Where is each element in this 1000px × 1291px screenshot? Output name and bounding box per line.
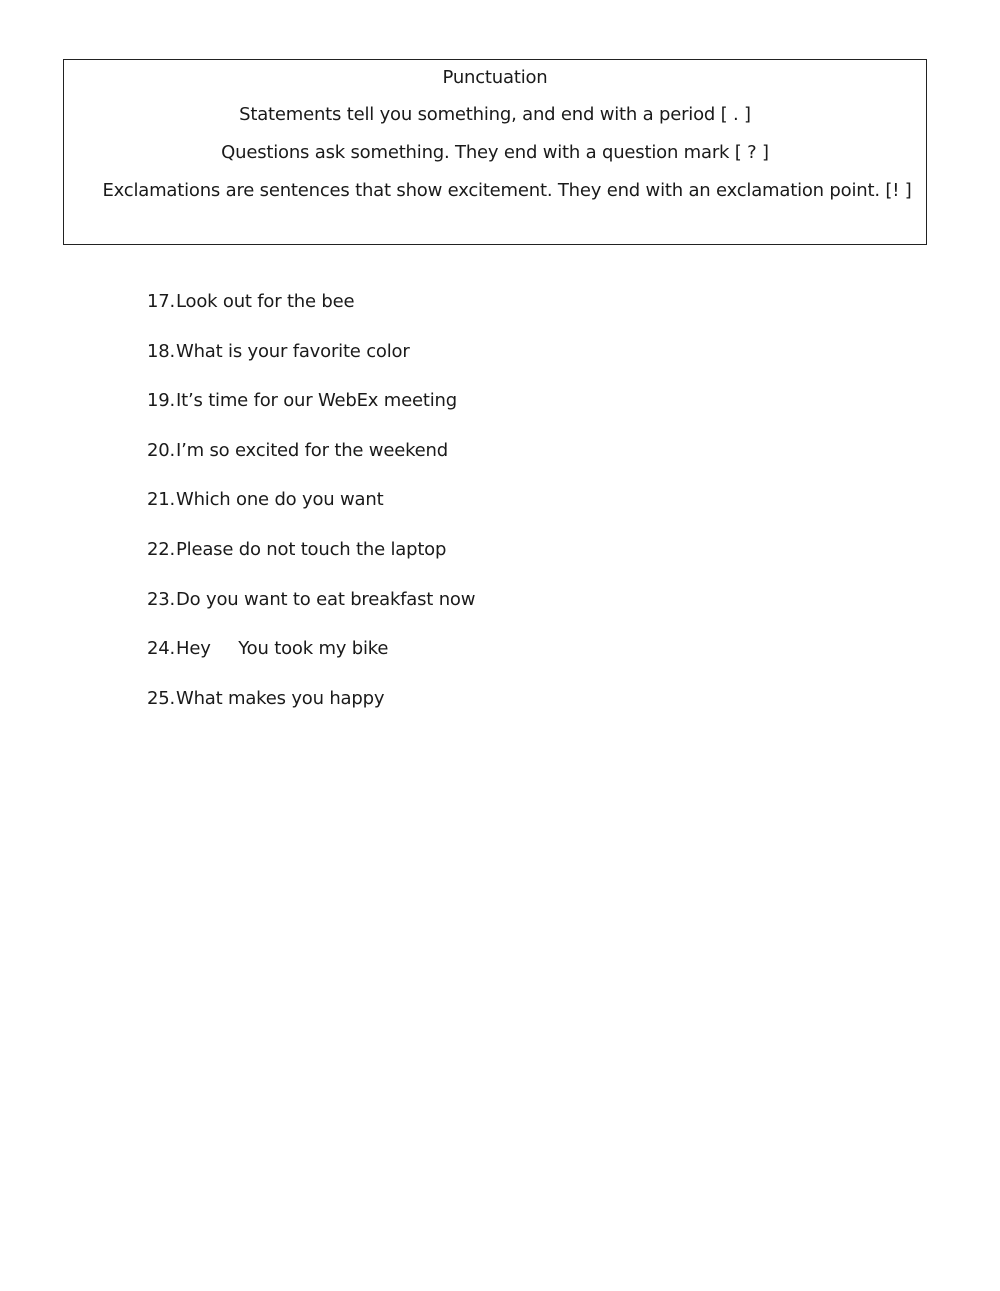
- exercise-list: [147, 291, 475, 737]
- exercise-item: [147, 390, 475, 440]
- item-sentence: Look out for the bee: [176, 291, 355, 312]
- exercise-item: [147, 341, 475, 391]
- exercise-item: [147, 489, 475, 539]
- item-sentence: Which one do you want: [176, 489, 384, 511]
- item-number: 19.: [147, 390, 176, 412]
- rule-questions: Questions ask something. They end with a question mark [ ? ]: [221, 142, 769, 163]
- item-number: 21.: [147, 489, 176, 511]
- item-sentence: Do you want to eat breakfast now: [176, 588, 476, 610]
- item-sentence: I’m so excited for the weekend: [176, 439, 448, 461]
- rule-exclamations: Exclamations are sentences that show excitement. They end with an exclamation point. [! ]: [102, 180, 912, 201]
- item-number: 18.: [147, 340, 176, 362]
- item-number: 17.: [147, 291, 176, 312]
- item-sentence: What is your favorite color: [176, 340, 410, 362]
- item-sentence: Hey You took my bike: [176, 638, 389, 660]
- rules-title: Punctuation: [442, 67, 548, 88]
- rule-statements: Statements tell you something, and end with a period [ . ]: [239, 104, 751, 125]
- exercise-item: [147, 539, 475, 589]
- exercise-item: [147, 638, 475, 688]
- exercise-item: [147, 291, 475, 341]
- exercise-item: [147, 440, 475, 490]
- item-sentence: It’s time for our WebEx meeting: [176, 390, 457, 412]
- punctuation-rules-box: [63, 59, 927, 245]
- item-number: 24.: [147, 638, 176, 660]
- item-sentence: What makes you happy: [176, 687, 385, 709]
- item-number: 20.: [147, 439, 176, 461]
- exercise-item: [147, 688, 475, 738]
- item-number: 23.: [147, 588, 176, 610]
- exercise-item: [147, 589, 475, 639]
- item-number: 22.: [147, 538, 176, 560]
- item-sentence: Please do not touch the laptop: [176, 538, 447, 560]
- item-number: 25.: [147, 687, 176, 709]
